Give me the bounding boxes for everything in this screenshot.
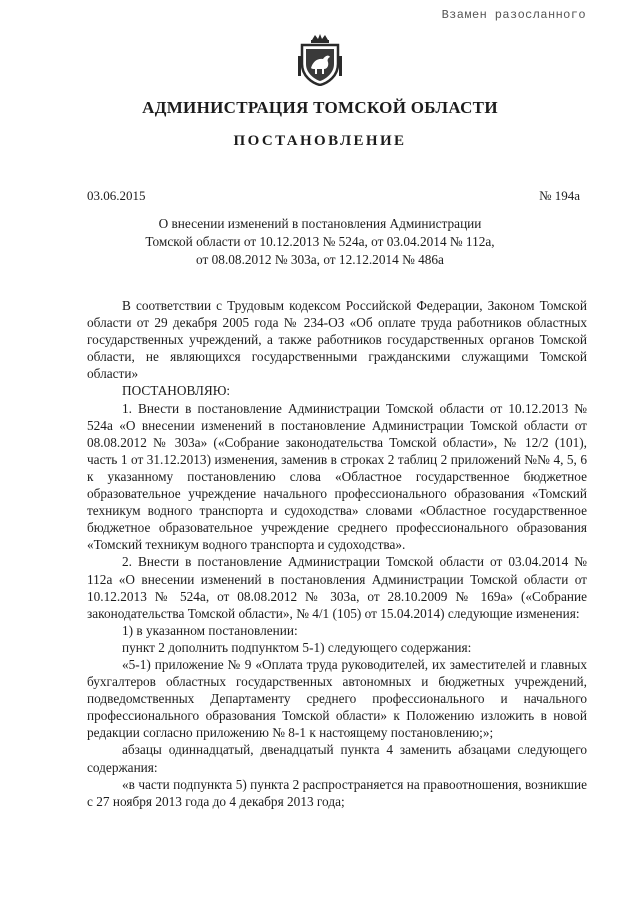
organization-title: АДМИНИСТРАЦИЯ ТОМСКОЙ ОБЛАСТИ xyxy=(142,98,498,117)
body-paragraph: «в части подпункта 5) пункта 2 распространяется на правоотношения, возникшие с 27 ноября 2013 года до 4 декабря 2013 года; xyxy=(87,776,587,809)
body-paragraph: «5-1) приложение № 9 «Оплата труда руководителей, их заместителей и главных бухгалтеров областных государственных автономных и бюджетных учреждений, подведомственных Департаменту среднего профессионального и начального профессионального образования Томской области» к Положению изложить в новой редакции согласно приложению № 8-1 к настоящему постановлению;»; xyxy=(87,656,587,741)
body-paragraph: 1. Внести в постановление Администрации Томской области от 10.12.2013 № 524а «О внесении изменений в постановление Администрации Томской области от 08.08.2012 № 303а» («Собрание законодательства Томской области», № 12/2 (101), часть 1 от 31.12.2013) изменения, заменив в строках 2 таблиц 2 приложений №№ 4, 5, 6 к указанному постановлению слова «Областное государственное бюджетное образовательное учреждение начального профессионального образования «Томский техникум водного транспорта и судоходства» словами «Областное государственное бюджетное образовательное учреждение среднего профессионального образования «Томский техникум водного транспорта и судоходства». xyxy=(87,400,587,553)
distribution-stamp: Взамен разосланного xyxy=(441,8,586,22)
subject-line: О внесении изменений в постановления Администрации xyxy=(158,216,482,231)
body-paragraph: пункт 2 дополнить подпунктом 5-1) следующего содержания: xyxy=(122,639,472,655)
document-subject xyxy=(0,215,640,269)
document-body xyxy=(87,297,587,810)
document-number: № 194а xyxy=(539,188,580,203)
document-type-title: ПОСТАНОВЛЕНИЕ xyxy=(233,133,407,149)
preamble-paragraph: В соответствии с Трудовым кодексом Российской Федерации, Законом Томской области от 29 декабря 2005 года № 234-ОЗ «Об оплате труда работников областных государственных учреждений, а также работников государственных органов Томской области, не являющихся государственными гражданскими служащими Томской области» xyxy=(87,298,587,382)
body-paragraph: 2. Внести в постановление Администрации Томской области от 03.04.2014 № 112а «О внесении изменений в постановления Администрации Томской области от 10.12.2013 № 524а, от 08.08.2012 № 303а, от 28.10.2009 № 169а» («Собрание законодательства Томской области», № 4/1 (105) от 15.04.2014) следующие изменения: xyxy=(87,554,587,621)
subject-line: Томской области от 10.12.2013 № 524а, от 03.04.2014 № 112а, xyxy=(145,234,495,249)
coat-of-arms-icon xyxy=(298,34,342,86)
body-paragraph: 1) в указанном постановлении: xyxy=(122,622,298,638)
body-paragraph: абзацы одиннадцатый, двенадцатый пункта 4 заменить абзацами следующего содержания: xyxy=(87,742,587,775)
resolve-heading: ПОСТАНОВЛЯЮ: xyxy=(122,383,231,399)
subject-line: от 08.08.2012 № 303а, от 12.12.2014 № 486а xyxy=(196,252,444,267)
document-date: 03.06.2015 xyxy=(87,188,146,203)
